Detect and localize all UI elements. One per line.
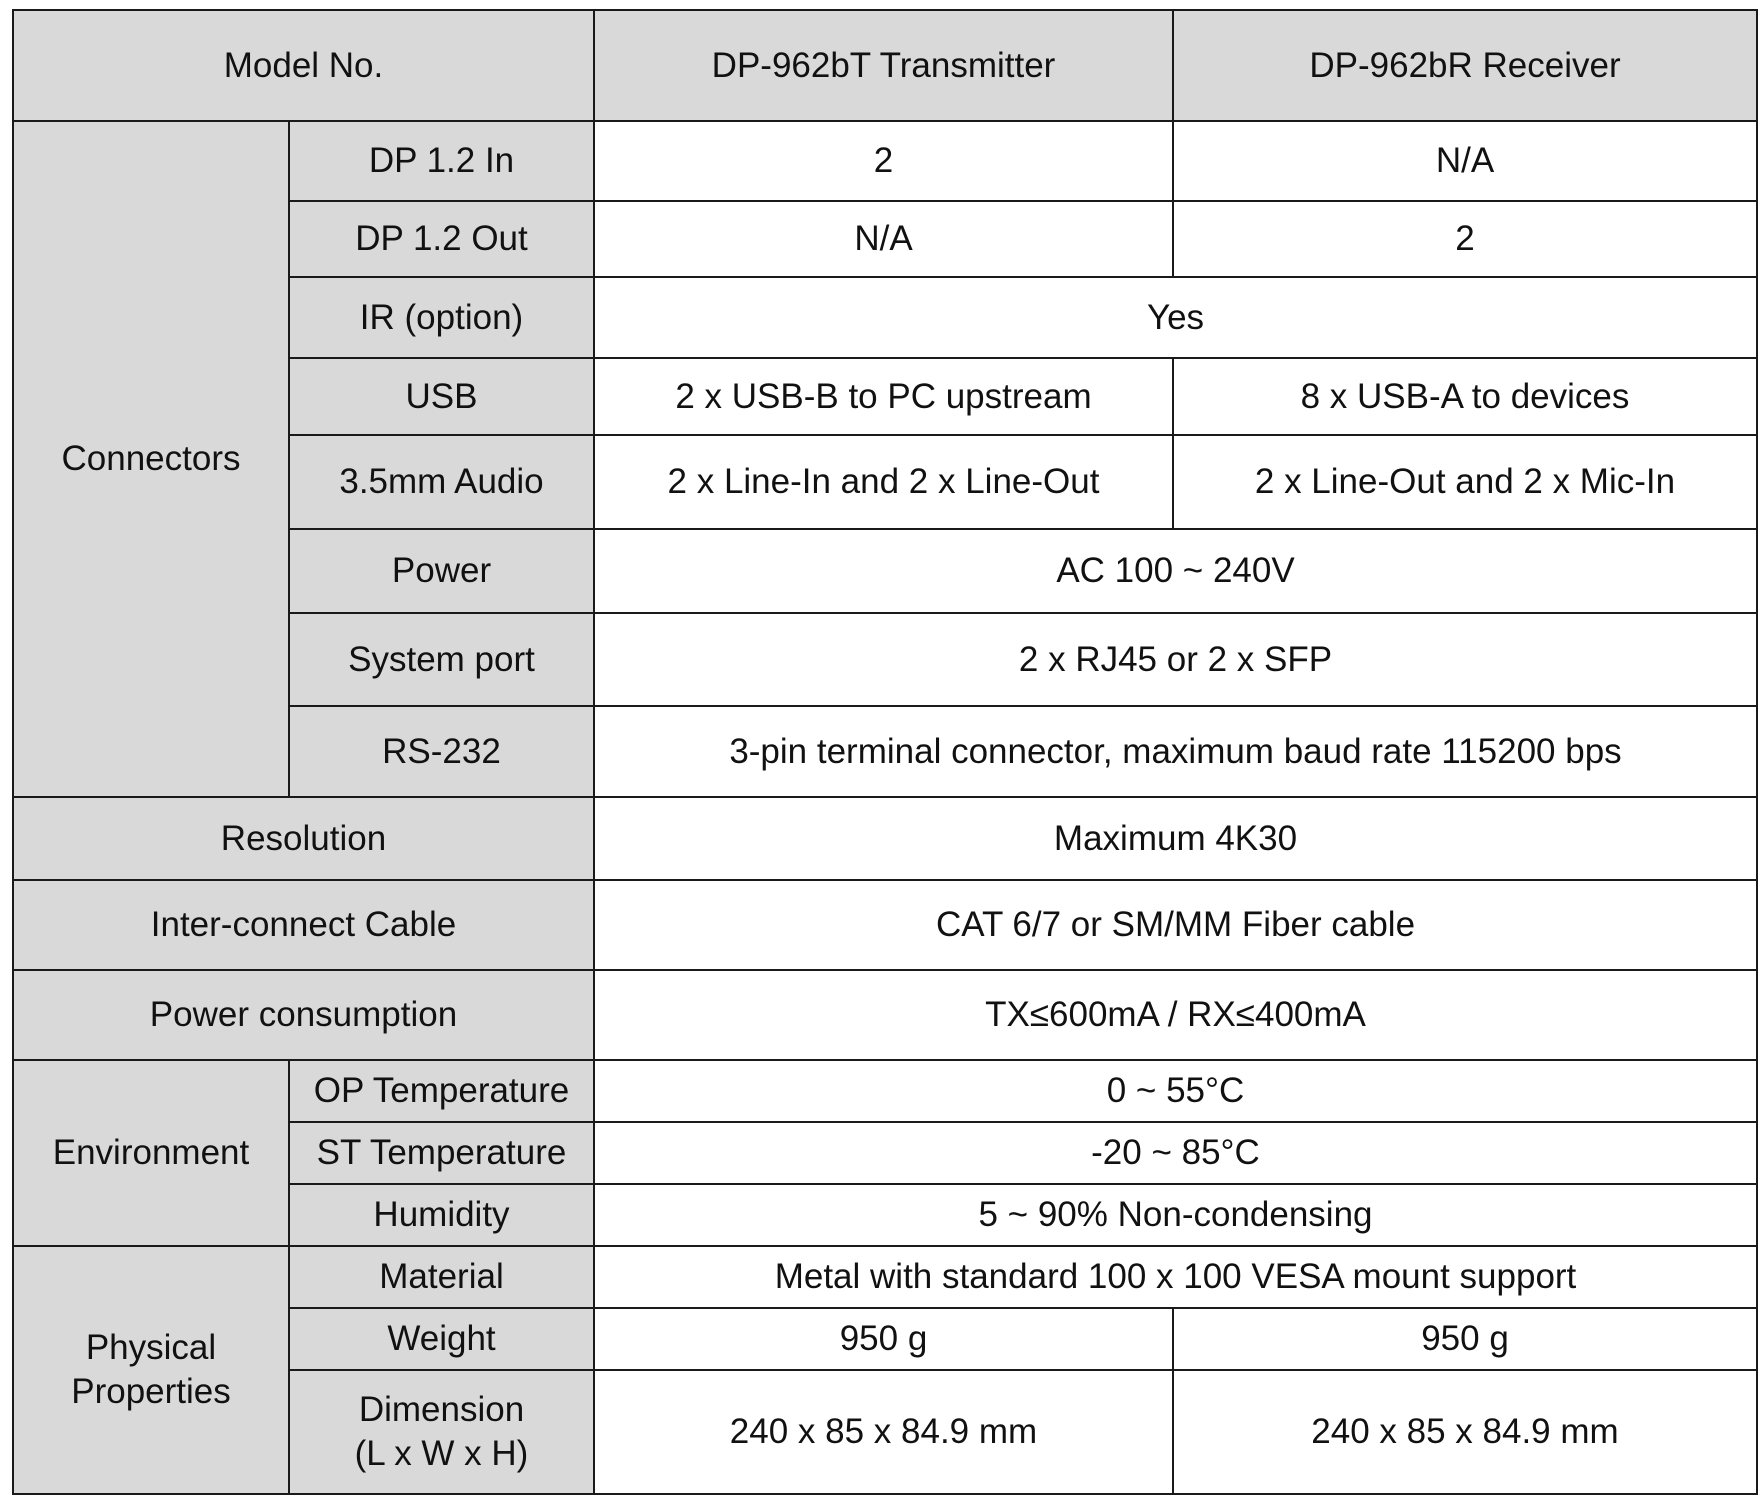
op-temp-value: 0 ~ 55°C	[594, 1060, 1757, 1122]
power-value: AC 100 ~ 240V	[594, 529, 1757, 613]
resolution-label: Resolution	[13, 797, 594, 880]
weight-label: Weight	[289, 1308, 594, 1370]
humidity-label: Humidity	[289, 1184, 594, 1246]
receiver-header: DP-962bR Receiver	[1173, 10, 1757, 121]
weight-tx-value: 950 g	[594, 1308, 1173, 1370]
dimension-label-line2: (L x W x H)	[354, 1434, 529, 1473]
power-label: Power	[289, 529, 594, 613]
op-temp-label: OP Temperature	[289, 1060, 594, 1122]
material-row	[13, 1246, 1757, 1308]
dp-in-row	[13, 121, 1757, 201]
st-temp-value: -20 ~ 85°C	[594, 1122, 1757, 1184]
connectors-group-label: Connectors	[13, 121, 289, 797]
consumption-label: Power consumption	[13, 970, 594, 1060]
op-temp-row	[13, 1060, 1757, 1122]
humidity-value: 5 ~ 90% Non-condensing	[594, 1184, 1757, 1246]
ir-value: Yes	[594, 277, 1757, 358]
audio-rx-value: 2 x Line-Out and 2 x Mic-In	[1173, 435, 1757, 529]
material-label: Material	[289, 1246, 594, 1308]
dimension-rx-value: 240 x 85 x 84.9 mm	[1173, 1370, 1757, 1494]
physical-group-line2: Properties	[71, 1372, 231, 1411]
dp-out-tx-value: N/A	[594, 201, 1173, 277]
cable-row	[13, 880, 1757, 970]
transmitter-header: DP-962bT Transmitter	[594, 10, 1173, 121]
physical-group-line1: Physical	[85, 1328, 217, 1367]
consumption-row	[13, 970, 1757, 1060]
dp-in-label: DP 1.2 In	[289, 121, 594, 201]
st-temp-label: ST Temperature	[289, 1122, 594, 1184]
cable-label: Inter-connect Cable	[13, 880, 594, 970]
system-port-label: System port	[289, 613, 594, 706]
dp-out-label: DP 1.2 Out	[289, 201, 594, 277]
dp-out-rx-value: 2	[1173, 201, 1757, 277]
cable-value: CAT 6/7 or SM/MM Fiber cable	[594, 880, 1757, 970]
audio-label: 3.5mm Audio	[289, 435, 594, 529]
ir-label: IR (option)	[289, 277, 594, 358]
header-row	[13, 10, 1757, 121]
dimension-tx-value: 240 x 85 x 84.9 mm	[594, 1370, 1173, 1494]
environment-group-label: Environment	[13, 1060, 289, 1246]
physical-group-label	[13, 1246, 289, 1494]
dimension-label-line1: Dimension	[358, 1390, 525, 1429]
dp-in-tx-value: 2	[594, 121, 1173, 201]
usb-rx-value: 8 x USB-A to devices	[1173, 358, 1757, 435]
system-port-value: 2 x RJ45 or 2 x SFP	[594, 613, 1757, 706]
dp-in-rx-value: N/A	[1173, 121, 1757, 201]
rs232-label: RS-232	[289, 706, 594, 797]
audio-tx-value: 2 x Line-In and 2 x Line-Out	[594, 435, 1173, 529]
model-no-header: Model No.	[13, 10, 594, 121]
usb-tx-value: 2 x USB-B to PC upstream	[594, 358, 1173, 435]
weight-rx-value: 950 g	[1173, 1308, 1757, 1370]
resolution-value: Maximum 4K30	[594, 797, 1757, 880]
rs232-value: 3-pin terminal connector, maximum baud rate 115200 bps	[594, 706, 1757, 797]
usb-label: USB	[289, 358, 594, 435]
material-value: Metal with standard 100 x 100 VESA mount support	[594, 1246, 1757, 1308]
spec-table	[12, 9, 1758, 1495]
dimension-label	[289, 1370, 594, 1494]
resolution-row	[13, 797, 1757, 880]
consumption-value: TX≤600mA / RX≤400mA	[594, 970, 1757, 1060]
